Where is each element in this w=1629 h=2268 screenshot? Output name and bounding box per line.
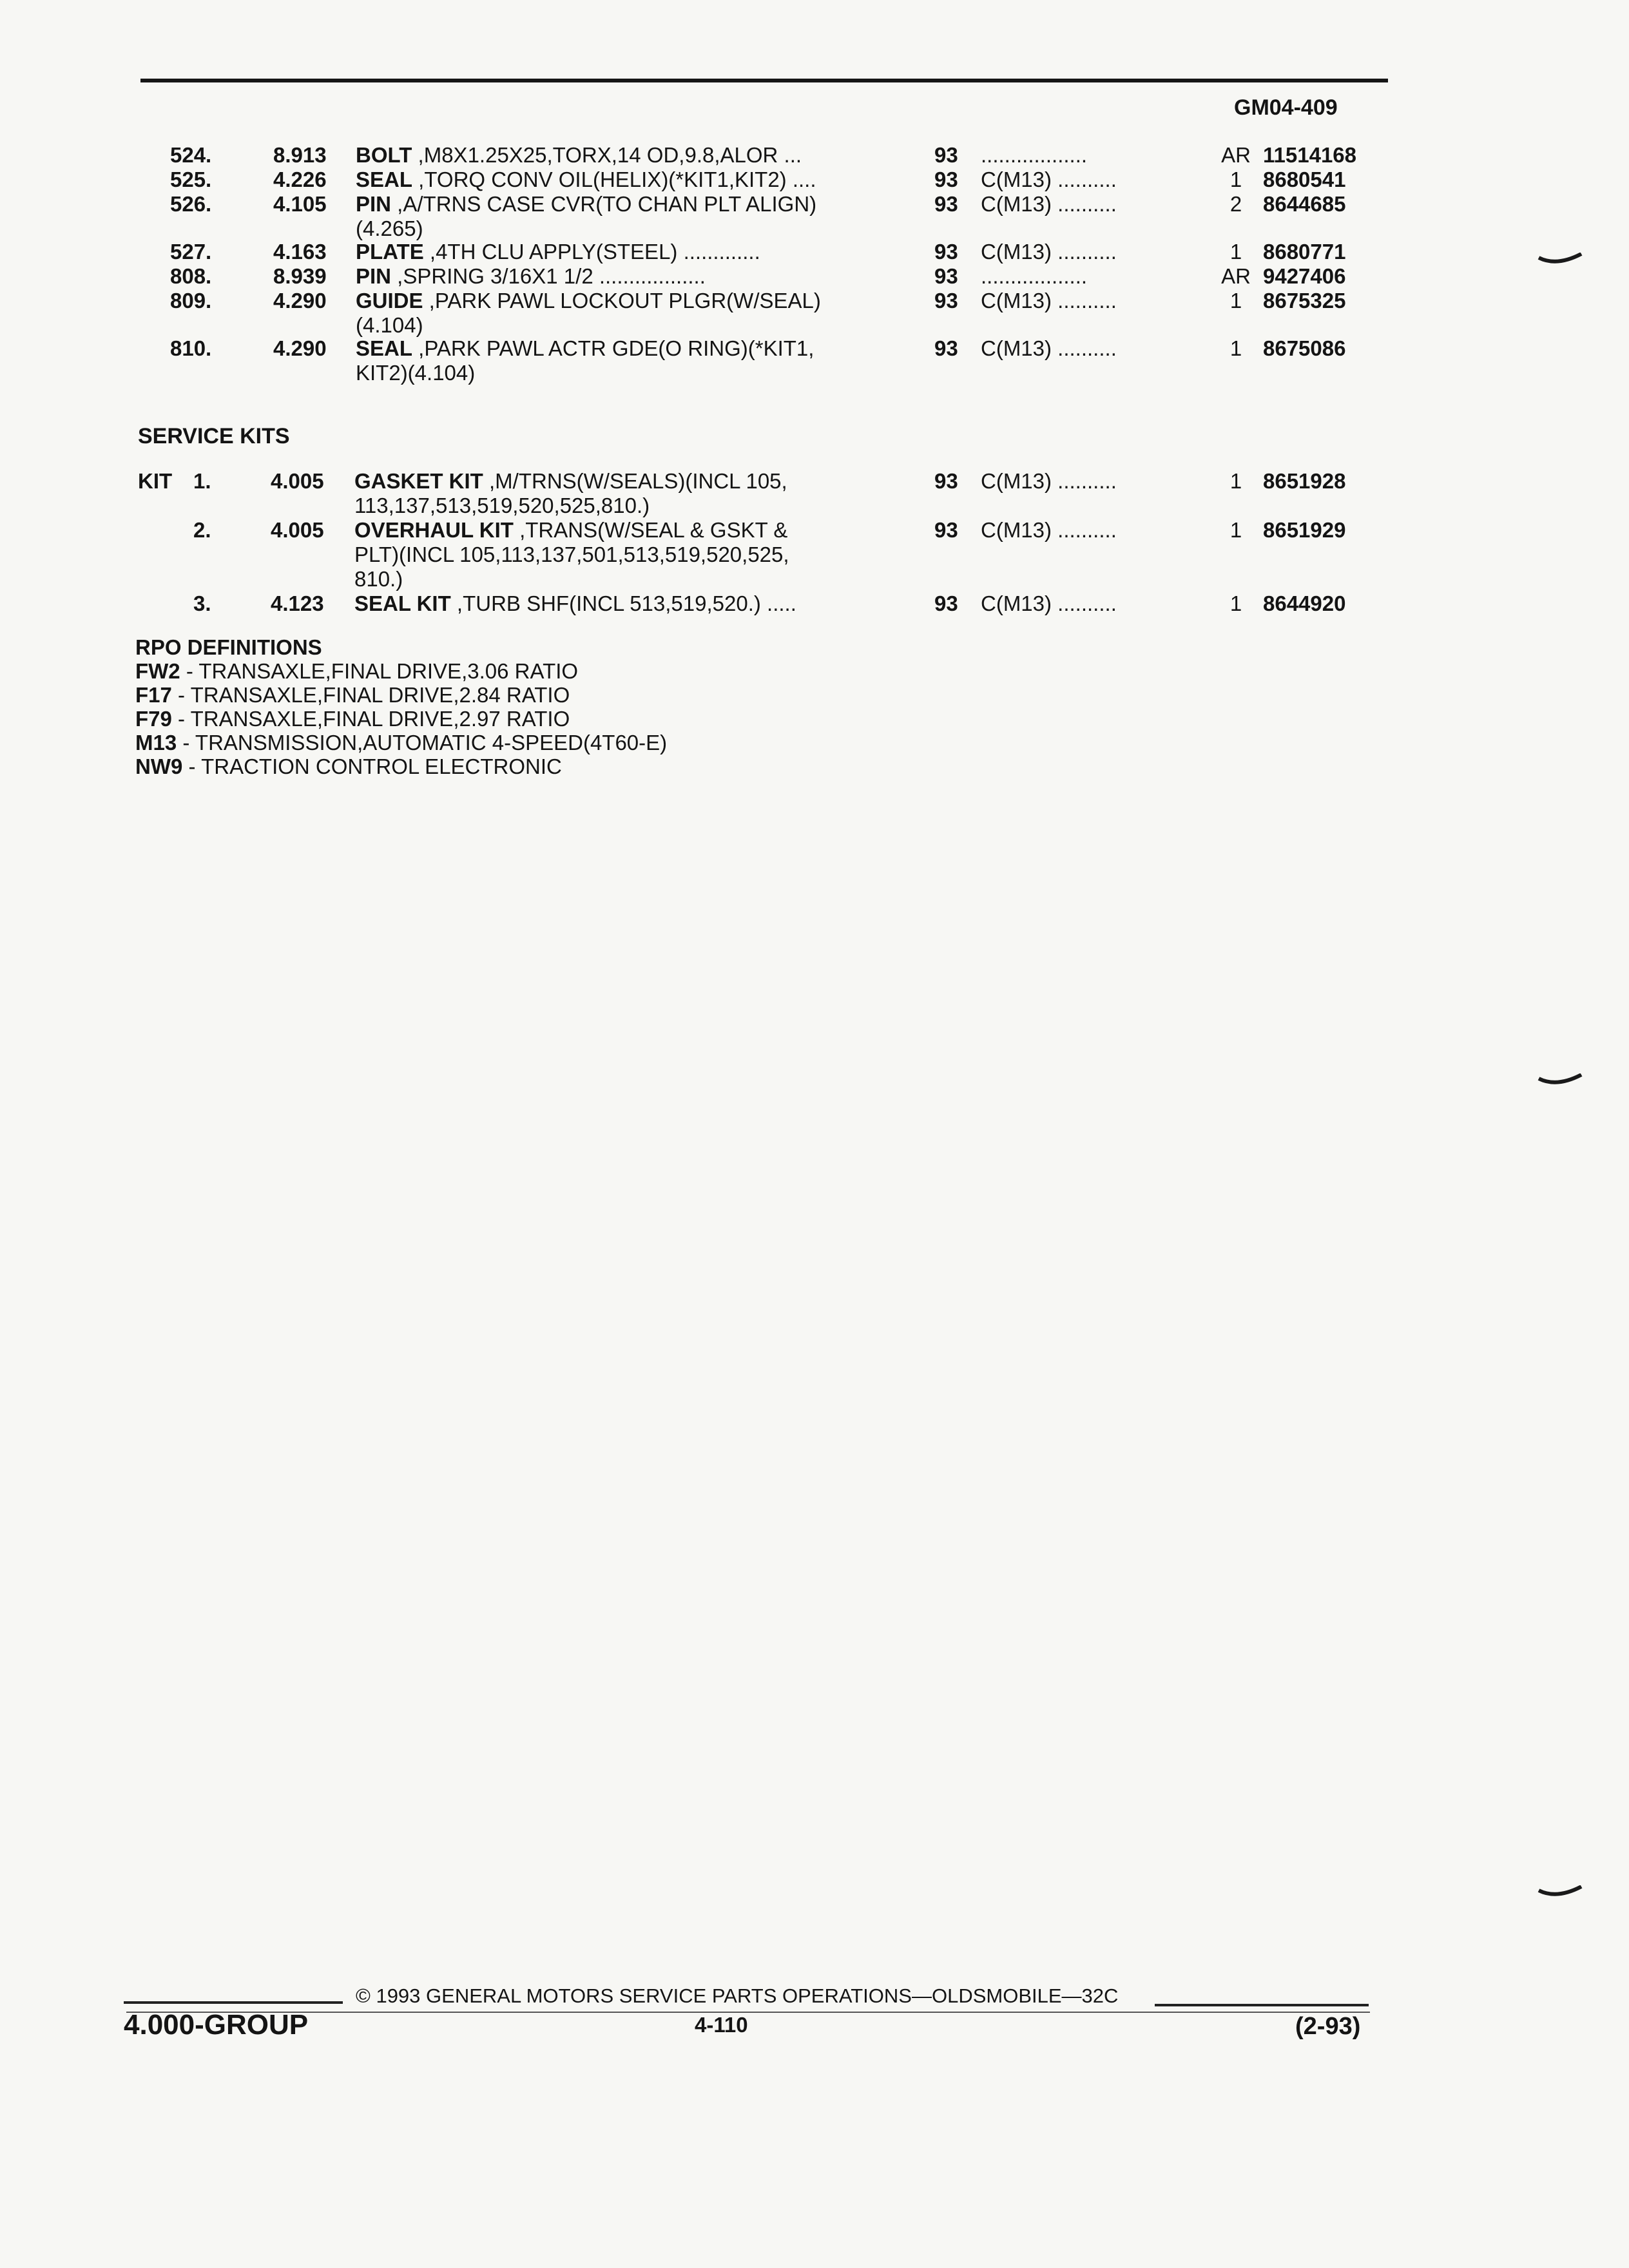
kit-label: KIT xyxy=(138,469,173,493)
part-description xyxy=(356,336,814,385)
group-number: 4.105 xyxy=(273,192,327,216)
kit-row xyxy=(0,591,1629,616)
part-description-text: ,M8X1.25X25,TORX,14 OD,9.8,ALOR ... xyxy=(412,143,802,167)
part-name: PIN xyxy=(356,192,392,216)
kit-row xyxy=(0,469,1629,518)
kit-name: OVERHAUL KIT xyxy=(354,518,514,542)
usage-code: C(M13) .......... xyxy=(981,591,1117,615)
part-description-text: ,TORQ CONV OIL(HELIX)(*KIT1,KIT2) .... xyxy=(412,168,816,191)
part-description-text: ,4TH CLU APPLY(STEEL) ............. xyxy=(423,240,760,264)
item-number: 526. xyxy=(170,192,212,216)
model-year: 93 xyxy=(934,591,958,615)
revision-date: (2-93) xyxy=(1295,2013,1361,2040)
rpo-text: - TRANSAXLE,FINAL DRIVE,2.97 RATIO xyxy=(171,707,570,731)
usage-code: C(M13) .......... xyxy=(981,168,1117,191)
rpo-item xyxy=(135,707,667,731)
kit-description-line: ,TURB SHF(INCL 513,519,520.) ..... xyxy=(450,591,796,615)
part-description-text: ,SPRING 3/16X1 1/2 .................. xyxy=(391,264,706,288)
binder-mark xyxy=(1537,253,1583,267)
part-number: 8680541 xyxy=(1263,168,1346,191)
rpo-code: F17 xyxy=(135,683,172,707)
usage-code: C(M13) .......... xyxy=(981,240,1117,264)
rpo-text: - TRACTION CONTROL ELECTRONIC xyxy=(182,754,562,778)
quantity: 1 xyxy=(1229,289,1242,312)
kit-description xyxy=(354,518,789,591)
group-number: 4.123 xyxy=(271,591,324,615)
kit-number: 3. xyxy=(193,591,211,615)
rpo-code: FW2 xyxy=(135,659,180,683)
rpo-item xyxy=(135,683,667,707)
rpo-definitions xyxy=(135,635,667,778)
model-year: 93 xyxy=(934,240,958,264)
footer-rule xyxy=(126,2012,1370,2013)
group-number: 4.290 xyxy=(273,289,327,312)
binder-mark xyxy=(1537,1073,1583,1088)
model-year: 93 xyxy=(934,289,958,312)
part-description-text: ,PARK PAWL LOCKOUT PLGR(W/SEAL) xyxy=(423,289,821,312)
part-number: 8675325 xyxy=(1263,289,1346,312)
kit-row xyxy=(0,518,1629,591)
group-number: 4.226 xyxy=(273,168,327,191)
kit-name: GASKET KIT xyxy=(354,469,483,493)
parts-row xyxy=(0,192,1629,240)
part-number: 8651928 xyxy=(1263,469,1346,493)
rpo-code: NW9 xyxy=(135,754,183,778)
rpo-code: M13 xyxy=(135,731,177,754)
part-description xyxy=(356,143,802,168)
usage-code: .................. xyxy=(981,143,1088,167)
rpo-item xyxy=(135,659,667,683)
kit-number: 1. xyxy=(193,469,211,493)
part-name: SEAL xyxy=(356,168,413,191)
service-kits-list xyxy=(0,469,1629,616)
copyright-notice: © 1993 GENERAL MOTORS SERVICE PARTS OPERATIONS—OLDSMOBILE—32C xyxy=(356,1984,1119,2007)
item-number: 810. xyxy=(170,336,212,360)
footer-rule xyxy=(1155,2004,1369,2006)
item-number: 808. xyxy=(170,264,212,288)
part-name: PIN xyxy=(356,264,392,288)
usage-code: C(M13) .......... xyxy=(981,469,1117,493)
rpo-code: F79 xyxy=(135,707,172,731)
group-label: 4.000-GROUP xyxy=(124,2009,309,2041)
part-number: 8644685 xyxy=(1263,192,1346,216)
item-number: 524. xyxy=(170,143,212,167)
quantity: 1 xyxy=(1229,591,1242,615)
kit-description-line: PLT)(INCL 105,113,137,501,513,519,520,525, xyxy=(354,543,789,566)
parts-row xyxy=(0,336,1629,384)
group-number: 8.939 xyxy=(273,264,327,288)
parts-row xyxy=(0,168,1629,192)
page-number: 4-110 xyxy=(695,2013,748,2037)
usage-code: C(M13) .......... xyxy=(981,192,1117,216)
part-number: 8675086 xyxy=(1263,336,1346,360)
parts-row xyxy=(0,143,1629,168)
part-description-continued: KIT2)(4.104) xyxy=(356,361,476,385)
kit-description-line: 810.) xyxy=(354,567,403,591)
usage-code: C(M13) .......... xyxy=(981,518,1117,542)
parts-row xyxy=(0,289,1629,336)
part-description-continued: (4.265) xyxy=(356,216,423,240)
part-description xyxy=(356,289,821,338)
quantity: 1 xyxy=(1229,240,1242,264)
quantity: 1 xyxy=(1229,469,1242,493)
part-description xyxy=(356,240,760,264)
part-name: GUIDE xyxy=(356,289,423,312)
kit-number: 2. xyxy=(193,518,211,542)
part-number: 11514168 xyxy=(1263,143,1357,167)
part-description-text: ,A/TRNS CASE CVR(TO CHAN PLT ALIGN) xyxy=(391,192,817,216)
kit-name: SEAL KIT xyxy=(354,591,451,615)
model-year: 93 xyxy=(934,336,958,360)
rpo-text: - TRANSAXLE,FINAL DRIVE,3.06 RATIO xyxy=(180,659,579,683)
document-id: GM04-409 xyxy=(1234,95,1338,120)
quantity: AR xyxy=(1221,264,1251,288)
part-number: 8644920 xyxy=(1263,591,1346,615)
kit-description xyxy=(354,591,796,616)
group-number: 4.005 xyxy=(271,469,324,493)
group-number: 8.913 xyxy=(273,143,327,167)
model-year: 93 xyxy=(934,143,958,167)
parts-row xyxy=(0,240,1629,264)
service-kits-heading: SERVICE KITS xyxy=(138,424,290,448)
part-description xyxy=(356,168,816,192)
part-name: PLATE xyxy=(356,240,424,264)
usage-code: .................. xyxy=(981,264,1088,288)
model-year: 93 xyxy=(934,168,958,191)
part-number: 8680771 xyxy=(1263,240,1346,264)
parts-list xyxy=(0,143,1629,384)
item-number: 527. xyxy=(170,240,212,264)
kit-description-line: 113,137,513,519,520,525,810.) xyxy=(354,494,650,517)
parts-row xyxy=(0,264,1629,289)
quantity: 2 xyxy=(1229,192,1242,216)
quantity: 1 xyxy=(1229,518,1242,542)
kit-description-line: ,TRANS(W/SEAL & GSKT & xyxy=(513,518,788,542)
part-description xyxy=(356,264,706,289)
rpo-item xyxy=(135,754,667,778)
usage-code: C(M13) .......... xyxy=(981,336,1117,360)
part-number: 8651929 xyxy=(1263,518,1346,542)
quantity: AR xyxy=(1221,143,1251,167)
part-name: BOLT xyxy=(356,143,412,167)
binder-mark xyxy=(1537,1885,1583,1899)
kit-description xyxy=(354,469,787,518)
footer-rule xyxy=(124,2001,343,2004)
rpo-heading: RPO DEFINITIONS xyxy=(135,635,322,659)
model-year: 93 xyxy=(934,264,958,288)
header-rule xyxy=(140,79,1388,82)
quantity: 1 xyxy=(1229,336,1242,360)
group-number: 4.163 xyxy=(273,240,327,264)
item-number: 809. xyxy=(170,289,212,312)
item-number: 525. xyxy=(170,168,212,191)
usage-code: C(M13) .......... xyxy=(981,289,1117,312)
part-description xyxy=(356,192,816,241)
quantity: 1 xyxy=(1229,168,1242,191)
part-description-text: ,PARK PAWL ACTR GDE(O RING)(*KIT1, xyxy=(412,336,815,360)
group-number: 4.005 xyxy=(271,518,324,542)
kit-description-line: ,M/TRNS(W/SEALS)(INCL 105, xyxy=(483,469,787,493)
rpo-text: - TRANSMISSION,AUTOMATIC 4-SPEED(4T60-E) xyxy=(177,731,668,754)
model-year: 93 xyxy=(934,192,958,216)
model-year: 93 xyxy=(934,518,958,542)
part-description-continued: (4.104) xyxy=(356,313,423,337)
model-year: 93 xyxy=(934,469,958,493)
rpo-item xyxy=(135,731,667,754)
rpo-text: - TRANSAXLE,FINAL DRIVE,2.84 RATIO xyxy=(171,683,570,707)
part-name: SEAL xyxy=(356,336,413,360)
group-number: 4.290 xyxy=(273,336,327,360)
part-number: 9427406 xyxy=(1263,264,1346,288)
